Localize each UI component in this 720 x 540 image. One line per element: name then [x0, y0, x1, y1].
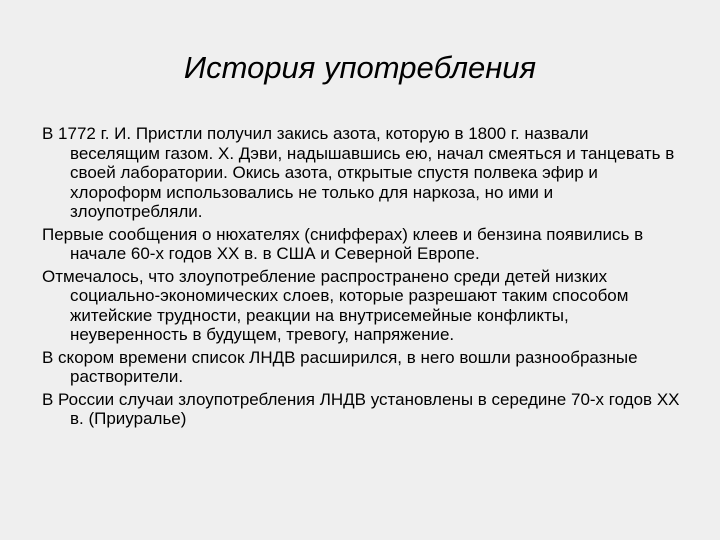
paragraph-first-reports: Первые сообщения о нюхателях (снифферах) клеев и бензина появились в начале 60-х годов XX в. в США и Северной Европе.	[42, 224, 644, 263]
paragraph-solvents: В скором времени список ЛНДВ расширился, в него вошли разнообразные растворители.	[42, 347, 638, 386]
slide-body	[42, 124, 682, 432]
paragraph-social-factors: Отмечалось, что злоупотребление распространено среди детей низких социально-экономических слоев, которые разрешают таким способом житейские трудности, реакции на внутрисемейные конфликты, неуверенность в будущем, тревогу, напряжение.	[42, 266, 629, 344]
paragraph-nitrous-oxide: В 1772 г. И. Пристли получил закись азота, которую в 1800 г. назвали веселящим газом. Х. Дэви, надышавшись ею, начал смеяться и танцевать в своей лаборатории. Окись азота, открытые спустя полвека эфир и хлороформ использовались не только для наркоза, но ими и злоупотребляли.	[42, 124, 675, 221]
paragraph-russia: В России случаи злоупотребления ЛНДВ установлены в середине 70-х годов XX в. (Приуралье)	[42, 389, 680, 428]
slide-title: История употребления	[183, 50, 537, 85]
